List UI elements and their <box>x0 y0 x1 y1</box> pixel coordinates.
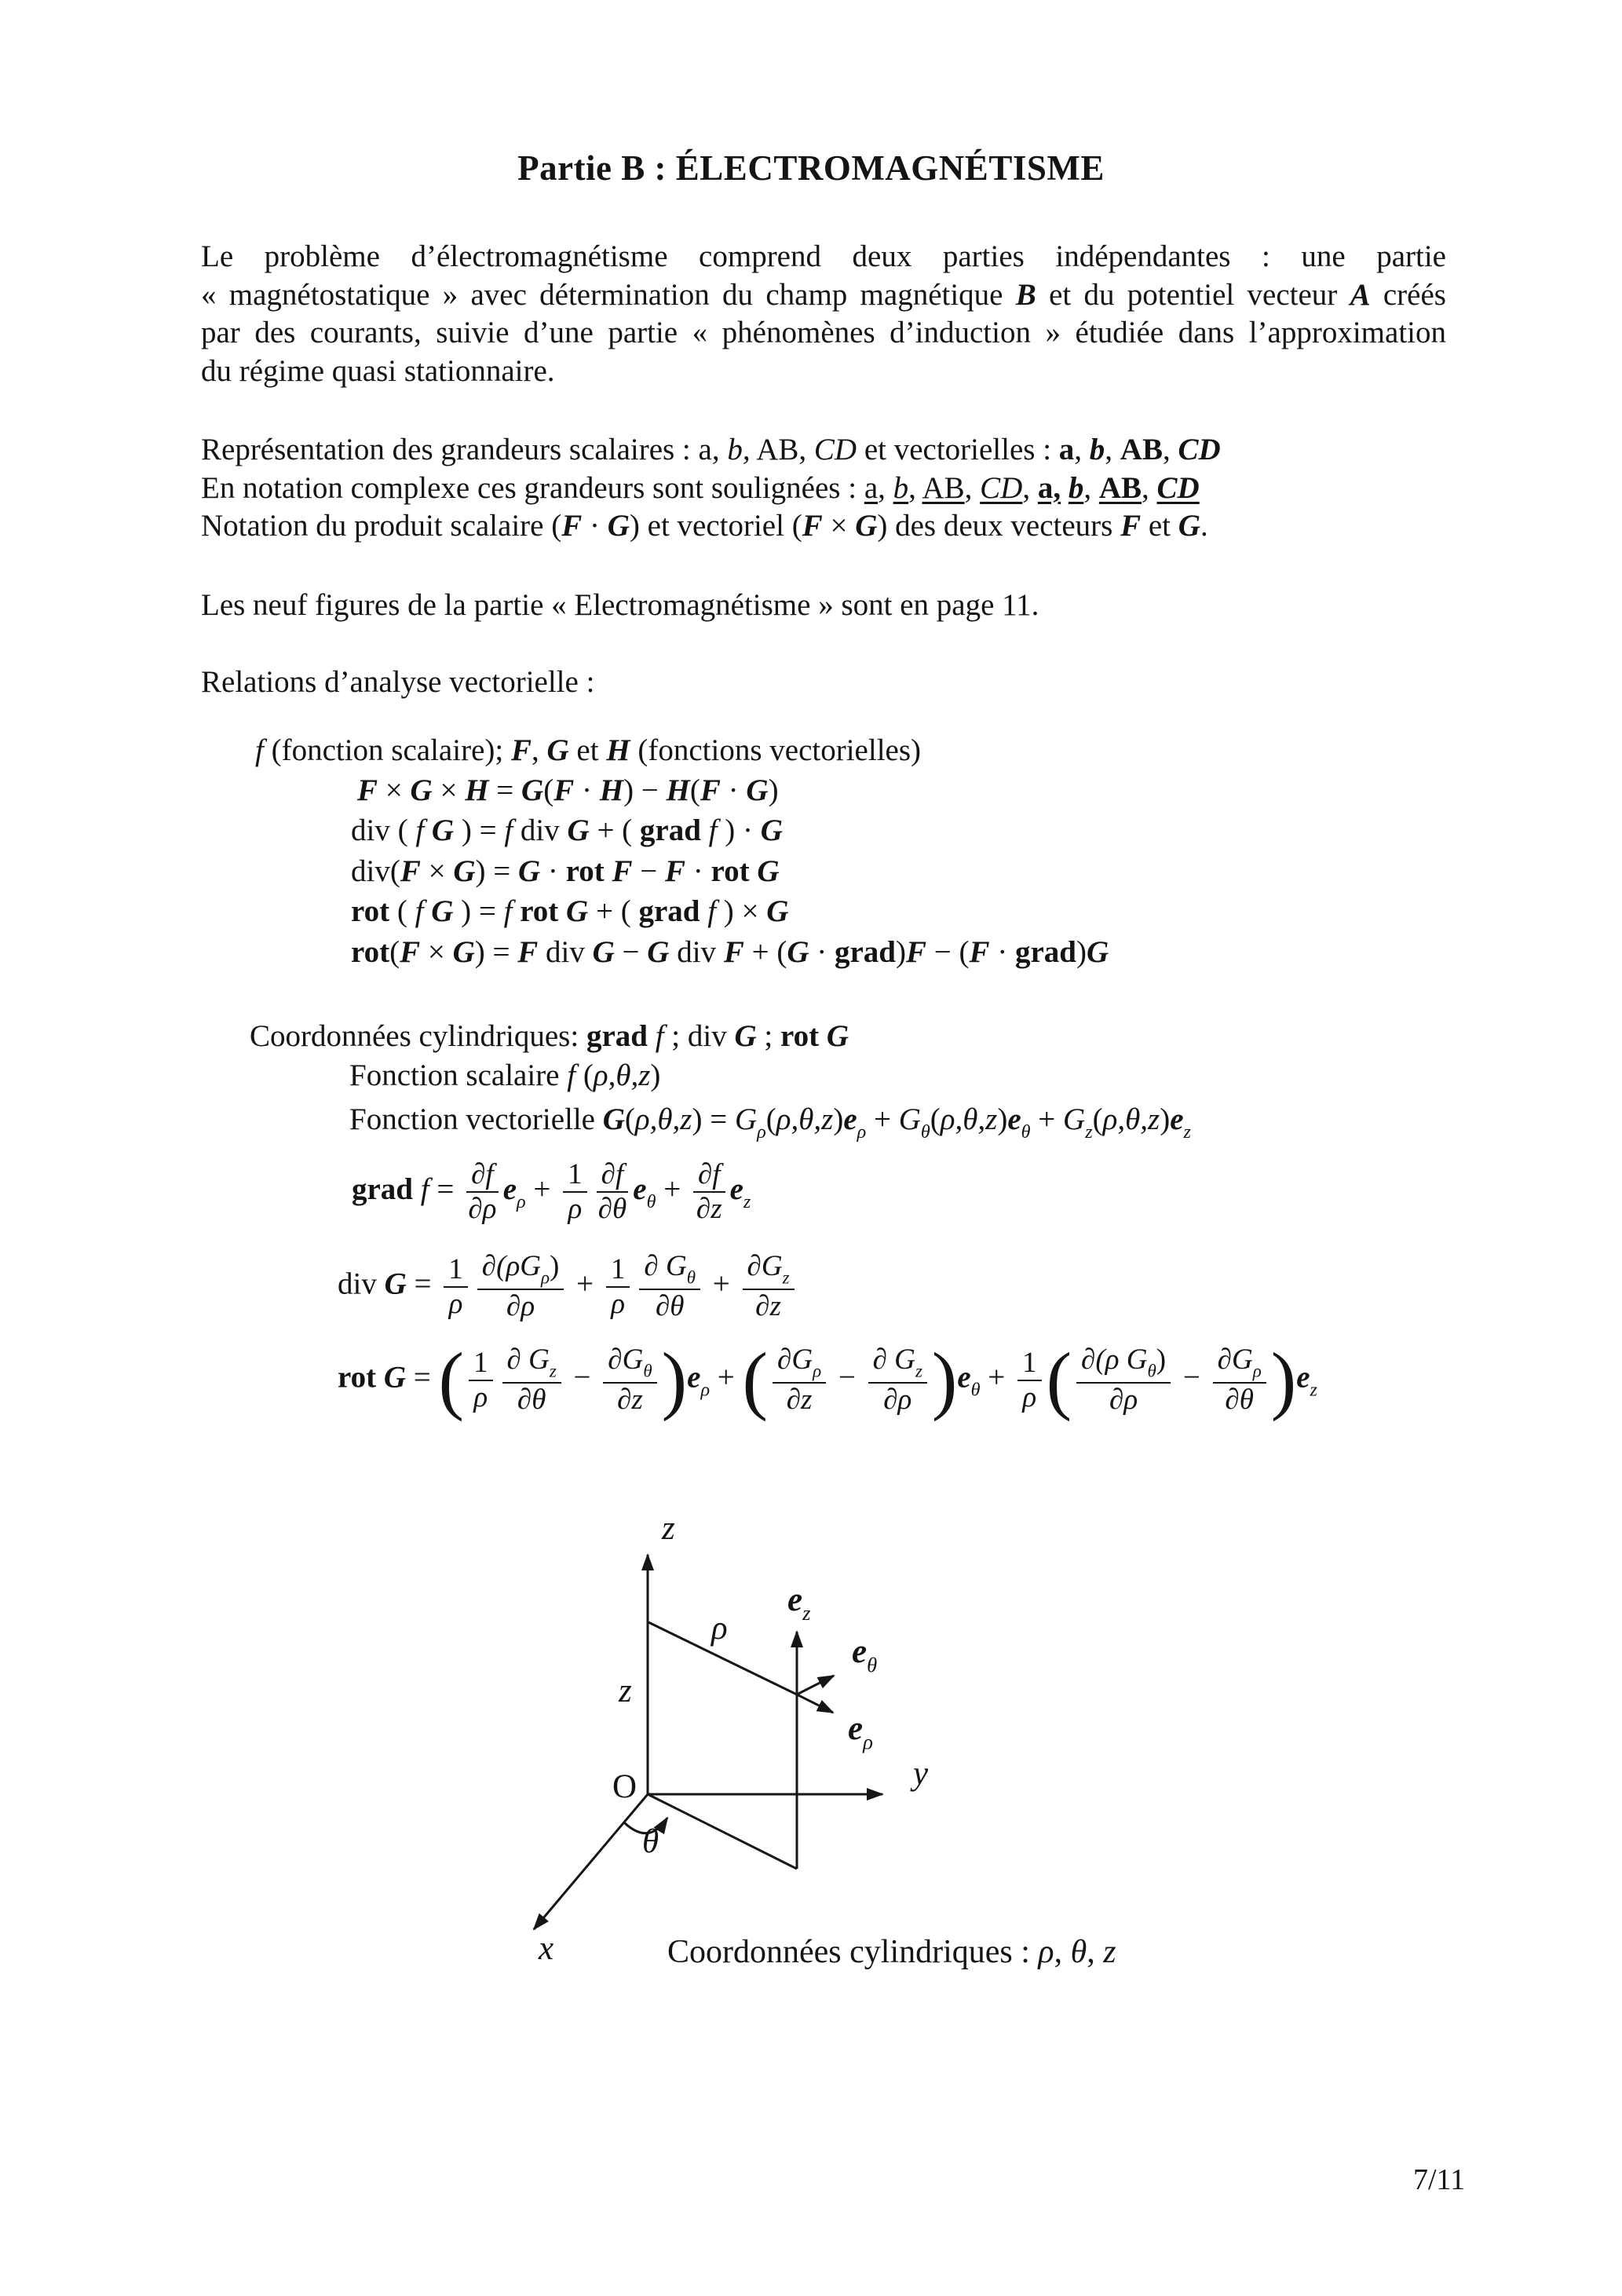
intro-line: par des courants, suivie d’une partie « phénomènes d’induction » étudiée dans l’approximation <box>201 316 1446 350</box>
e-theta-arrow <box>797 1676 834 1695</box>
diagram-caption: Coordonnées cylindriques : ρ, θ, z <box>667 1934 1116 1970</box>
projection-line <box>648 1794 797 1869</box>
div-formula: div G = $\frac{1}{\rho}$ $\frac{\partial(\rho G_\rho)}{\partial\rho}$ + $\frac{1}{\rho}$ $\frac{\partial G_\theta}{\partial\theta}$ + $\frac{\partial G_z}{\partial z}$ <box>338 1251 799 1322</box>
identity-formula: div ( f G ) = f div G + ( grad f ) · G <box>351 813 783 847</box>
identity-formula: div(F × G) = G · rot F − F · rot G <box>351 854 780 888</box>
cylindrical-coordinates-diagram <box>471 1508 1021 1979</box>
rho-label: ρ <box>711 1610 728 1647</box>
identity-formula: rot(F × G) = F div G − G div F + (G · grad)F − (F · grad)G <box>351 935 1109 969</box>
identity-intro-line: f (fonction scalaire); F, G et H (fonctions vectorielles) <box>255 733 922 767</box>
z-axis-label: z <box>662 1510 675 1547</box>
origin-label: O <box>612 1768 637 1805</box>
x-axis-line <box>534 1794 648 1929</box>
identity-formula: rot ( f G ) = f rot G + ( grad f ) × G <box>351 894 789 928</box>
notation-line: Notation du produit scalaire (F · G) et vectoriel (F × G) des deux vecteurs F et G. <box>201 509 1208 543</box>
relations-heading: Relations d’analyse vectorielle : <box>201 665 595 699</box>
page-title: Partie B : ÉLECTROMAGNÉTISME <box>517 148 1105 188</box>
e-rho-arrow <box>797 1695 833 1713</box>
grad-formula: grad f = $\frac{\partial f}{\partial\rho}$ $e_\rho$ + $\frac{1}{\rho}$ $\frac{\partial f}{\partial\theta}$ $e_\theta$ + $\frac{\partial f}{\partial z}$ $e_z$ <box>352 1158 751 1225</box>
notation-line: Représentation des grandeurs scalaires : a, b, AB, CD et vectorielles : a, b, AB, CD <box>201 433 1221 466</box>
e-theta-label: $e_\theta$ <box>852 1633 878 1676</box>
rot-formula: rot G = ( $\frac{1}{\rho}$ $\frac{\partial G_z}{\partial\theta}$ − $\frac{\partial G_\theta}{\partial z}$ )$e_\rho$ + ( $\frac{\partial G_\rho}{\partial z}$ − $\frac{\partial G_z}{\partial\rho}$ )$e_\theta$ + $\frac{1}{\rho}$ ( $\frac{\partial(\rho G_\theta)}{\partial\rho}$ − $\frac{\partial G_\rho}{\partial\theta}$ )$e_z$ <box>338 1337 1317 1423</box>
identity-formula: F × G × H = G(F · H) − H(F · G) <box>357 773 779 807</box>
notation-line: En notation complexe ces grandeurs sont soulignées : a, b, AB, CD, a, b, AB, CD <box>201 470 1200 505</box>
z-height-label: z <box>619 1673 632 1709</box>
x-axis-label: x <box>539 1930 554 1967</box>
cylindrical-heading: Coordonnées cylindriques: grad f ; div G ; rot G <box>250 1019 849 1053</box>
vector-function-line: Fonction vectorielle $G(\rho,\theta,z) = G_\rho(\rho,\theta,z)e_\rho + G_\theta(\rho,\theta,z)e_\theta + G_z(\rho,\theta,z)e_z$ <box>349 1102 1191 1143</box>
theta-label: θ <box>642 1823 659 1860</box>
page-number: 7/11 <box>1413 2163 1466 2196</box>
intro-paragraph <box>201 238 1446 390</box>
e-rho-label: $e_\rho$ <box>848 1710 873 1753</box>
intro-line: du régime quasi stationnaire. <box>201 353 555 388</box>
figures-note: Les neuf figures de la partie « Electromagnétisme » sont en page 11. <box>201 588 1039 622</box>
notation-paragraph <box>201 431 1221 546</box>
intro-line: Le problème d’électromagnétisme comprend deux parties indépendantes : une partie <box>201 239 1446 273</box>
e-z-label: $e_z$ <box>787 1581 811 1625</box>
scalar-function-line: Fonction scalaire f (ρ,θ,z) <box>349 1058 661 1092</box>
intro-line: « magnétostatique » avec détermination du champ magnétique B et du potentiel vecteur A créés <box>201 277 1446 312</box>
y-axis-label: y <box>913 1755 929 1792</box>
